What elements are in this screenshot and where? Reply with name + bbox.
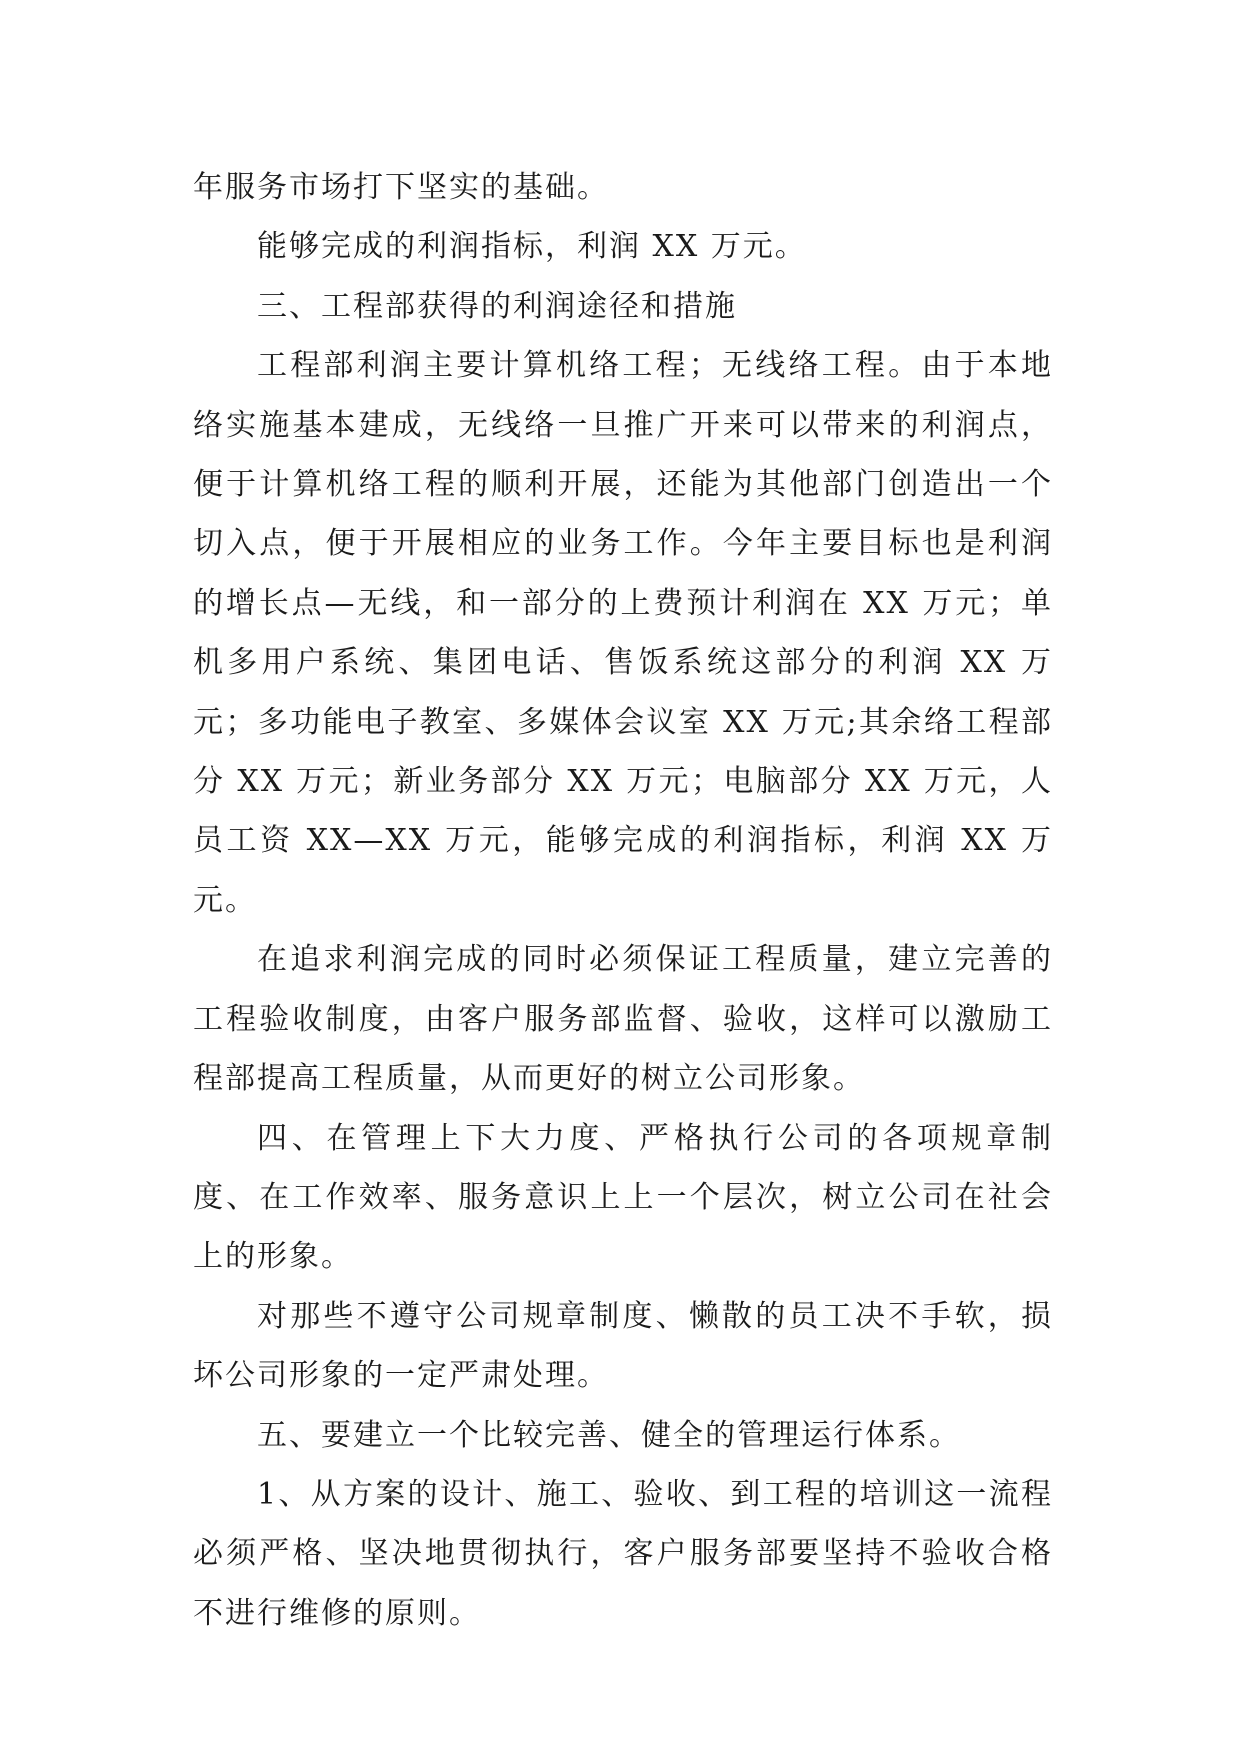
paragraph-discipline: 对那些不遵守公司规章制度、懒散的员工决不手软，损坏公司形象的一定严肃处理。	[193, 1298, 1053, 1394]
paragraph-profit-target: 能够完成的利润指标，利润 XX 万元。	[257, 229, 807, 265]
paragraph-continuation: 年服务市场打下坚实的基础。	[193, 170, 609, 205]
section-heading-five: 五、要建立一个比较完善、健全的管理运行体系。	[257, 1417, 961, 1453]
section-heading-four: 四、在管理上下大力度、严格执行公司的各项规章制度、在工作效率、服务意识上上一个层次，树立公司在社会上的形象。	[193, 1120, 1053, 1275]
paragraph-quality: 在追求利润完成的同时必须保证工程质量，建立完善的工程验收制度，由客户服务部监督、验收，这样可以激励工程部提高工程质量，从而更好的树立公司形象。	[193, 942, 1053, 1097]
document-body	[193, 158, 1053, 1643]
list-item-1: 1、从方案的设计、施工、验收、到工程的培训这一流程必须严格、坚决地贯彻执行，客户服务部要坚持不验收合格不进行维修的原则。	[193, 1476, 1053, 1631]
section-heading-three: 三、工程部获得的利润途径和措施	[257, 288, 737, 324]
paragraph-engineering-profit: 工程部利润主要计算机络工程；无线络工程。由于本地络实施基本建成，无线络一旦推广开来可以带来的利润点，便于计算机络工程的顺利开展，还能为其他部门创造出一个切入点，便于开展相应的业务工作。今年主要目标也是利润的增长点—无线，和一部分的上费预计利润在 XX 万元；单机多用户系统、集团电话、售饭系统这部分的利润 XX 万元；多功能电子教室、多媒体会议室 XX 万元;其余络工程部分 XX 万元；新业务部分 XX 万元；电脑部分 XX 万元，人员工资 XX—XX 万元，能够完成的利润指标，利润 XX 万元。	[193, 348, 1053, 918]
